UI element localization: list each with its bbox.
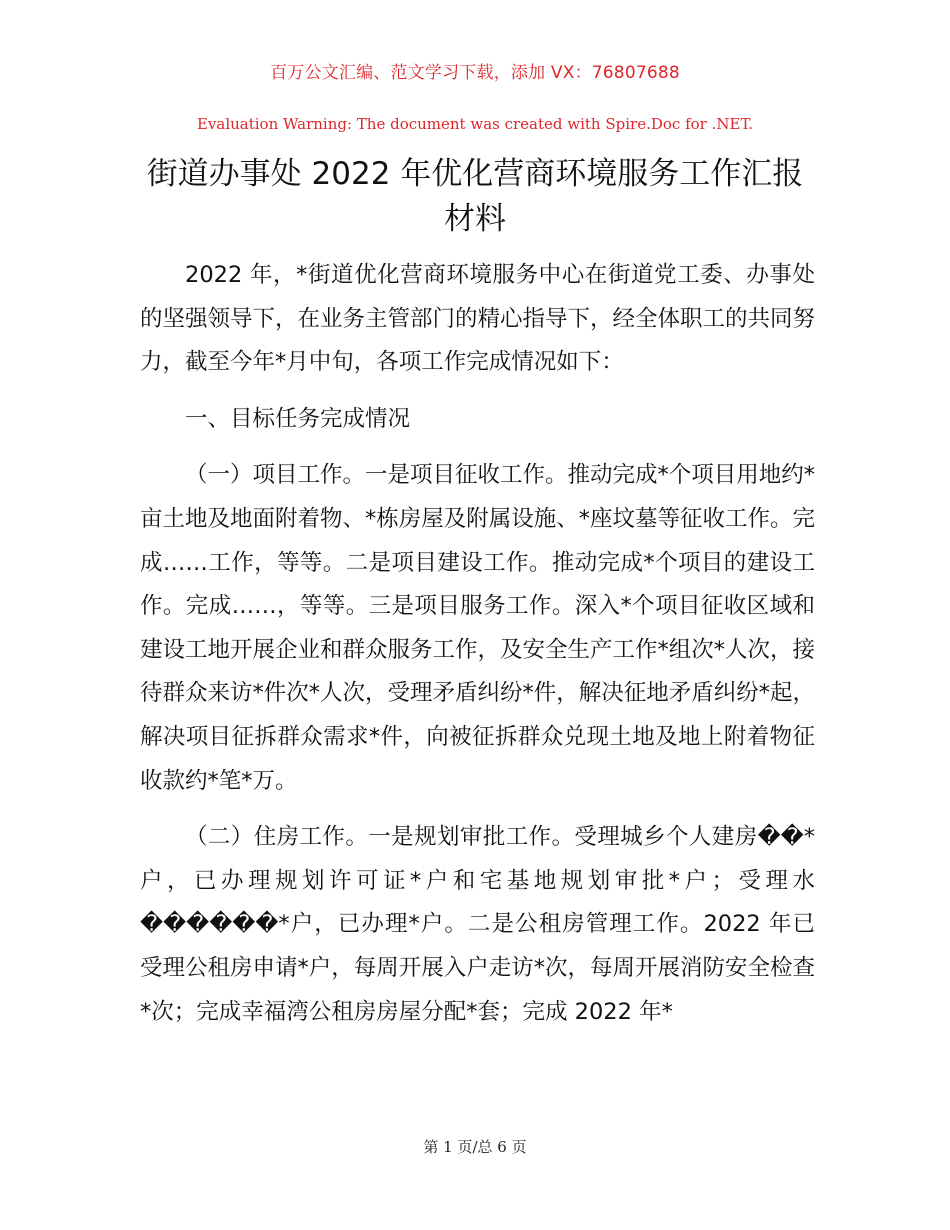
header-promo-text: 百万公文汇编、范文学习下载，添加 VX：76807688 xyxy=(270,63,680,83)
document-body xyxy=(140,254,815,1047)
paragraph-housing-work: （二）住房工作。一是规划审批工作。受理城乡个人建房��*户，已办理规划许可证*户和宅基地规划审批*户；受理水������*户，已办理*户。二是公租房管理工作。2022 年已受理公租房申请*户，每周开展入户走访*次，每周开展消防安全检查*次；完成幸福湾公租房房屋分配*套；完成 2022 年* xyxy=(140,824,816,1025)
document-title: 街道办事处 2022 年优化营商环境服务工作汇报材料 xyxy=(146,156,804,237)
paragraph-project-work: （一）项目工作。一是项目征收工作。推动完成*个项目用地约*亩土地及地面附着物、*栋房屋及附属设施、*座坟墓等征收工作。完成……工作，等等。二是项目建设工作。推动完成*个项目的建设工作。完成……，等等。三是项目服务工作。深入*个项目征收区域和建设工地开展企业和群众服务工作，及安全生产工作*组次*人次，接待群众来访*件次*人次，受理矛盾纠纷*件，解决征地矛盾纠纷*起，解决项目征拆群众需求*件，向被征拆群众兑现土地及地上附着物征收款约*笔*万。 xyxy=(140,462,816,794)
section-heading: 一、目标任务完成情况 xyxy=(185,405,411,432)
page-indicator: 第 1 页/总 6 页 xyxy=(423,1138,527,1156)
paragraph-intro: 2022 年，*街道优化营商环境服务中心在街道党工委、办事处的坚强领导下，在业务主管部门的精心指导下，经全体职工的共同努力，截至今年*月中旬，各项工作完成情况如下： xyxy=(140,262,816,376)
evaluation-warning: Evaluation Warning: The document was created with Spire.Doc for .NET. xyxy=(196,115,754,133)
